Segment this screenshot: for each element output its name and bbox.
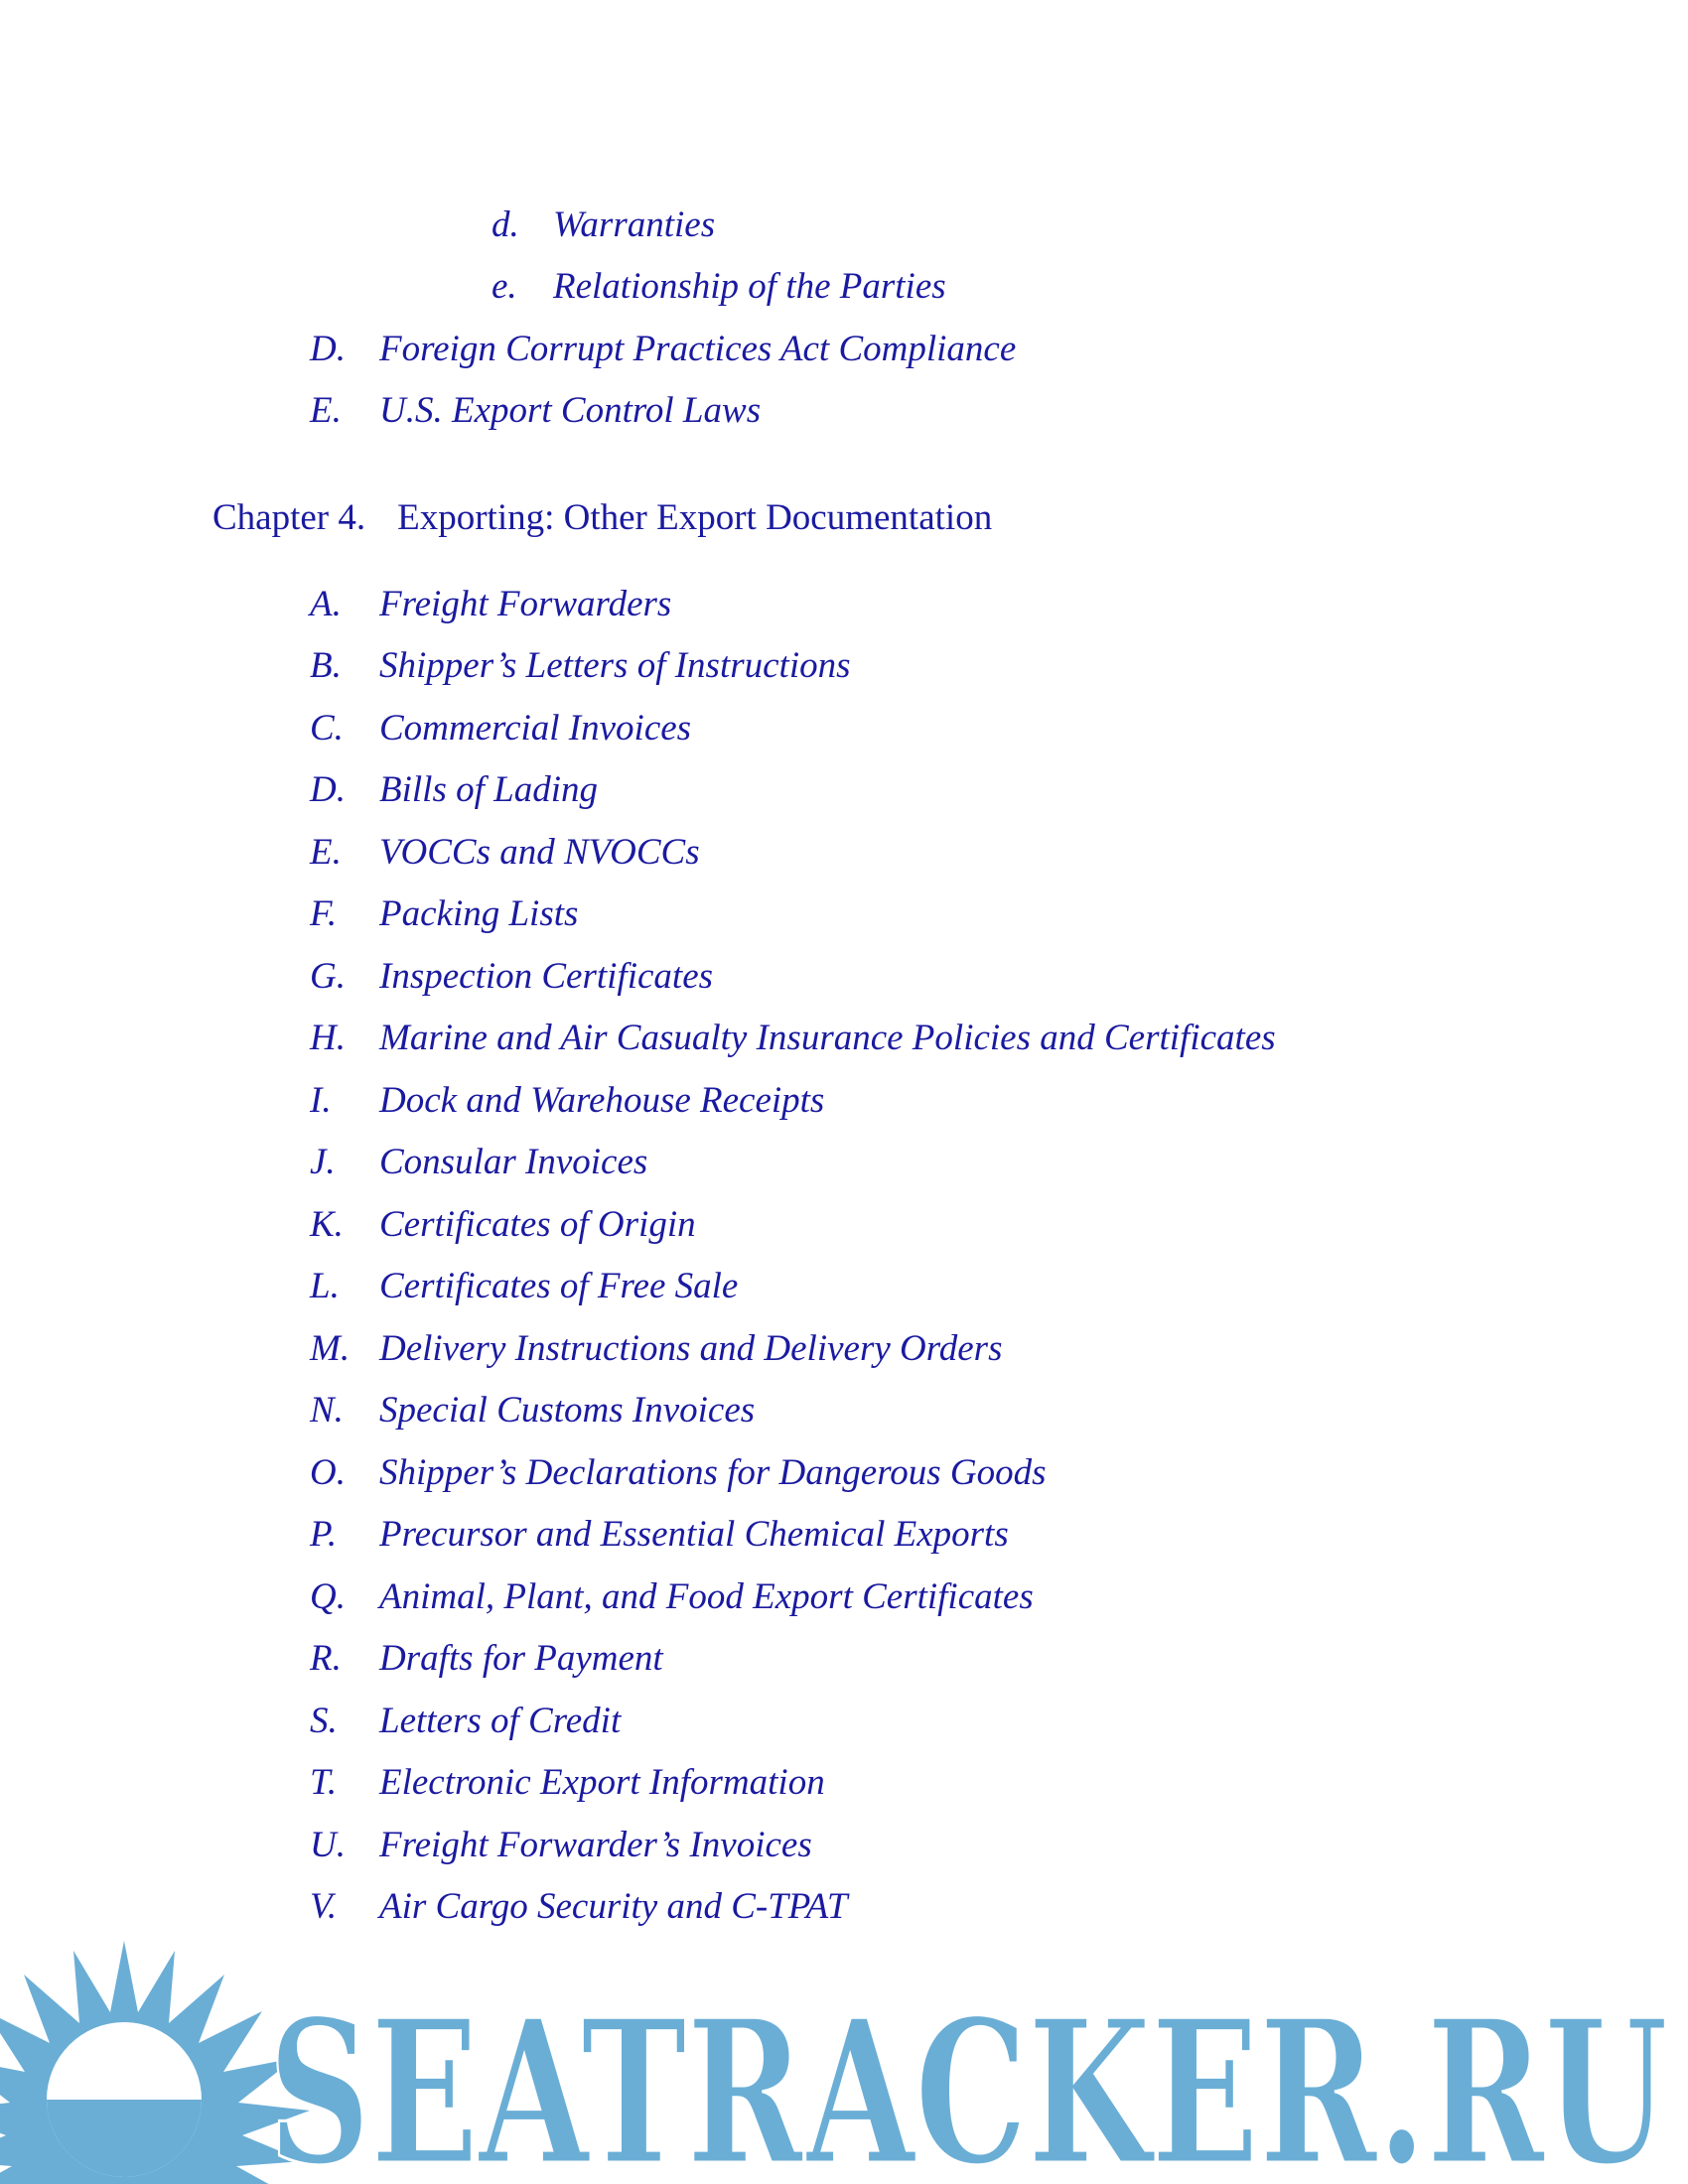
watermark-logo [0, 1936, 1688, 2184]
toc-section-title: Consular Invoices [379, 1142, 648, 1182]
toc-item-warranties[interactable] [492, 206, 715, 243]
chapter-number: Chapter 4. [212, 497, 366, 538]
toc-section-title: Certificates of Free Sale [379, 1266, 739, 1306]
toc-section-label: V. [310, 1886, 338, 1927]
toc-section-c[interactable] [310, 710, 691, 747]
toc-item-label: d. [492, 205, 519, 245]
toc-section-title: Marine and Air Casualty Insurance Policies and Certificates [379, 1018, 1276, 1058]
toc-section-title: Drafts for Payment [379, 1638, 663, 1679]
toc-section-f[interactable] [310, 895, 578, 932]
toc-section-title: U.S. Export Control Laws [379, 390, 762, 431]
toc-section-label: S. [310, 1701, 338, 1741]
toc-section-d[interactable] [310, 771, 598, 808]
toc-section-label: B. [310, 645, 342, 686]
toc-section-label: A. [310, 584, 342, 624]
toc-item-title: Relationship of the Parties [553, 266, 946, 307]
toc-section-k[interactable] [310, 1206, 696, 1243]
toc-section-q[interactable] [310, 1578, 1034, 1615]
toc-section-label: C. [310, 708, 344, 749]
toc-section-fcpa[interactable] [310, 331, 1016, 367]
toc-section-g[interactable] [310, 958, 713, 995]
toc-section-l[interactable] [310, 1268, 738, 1304]
toc-section-title: Letters of Credit [379, 1701, 622, 1741]
toc-section-title: Packing Lists [379, 893, 579, 934]
toc-section-o[interactable] [310, 1454, 1047, 1491]
toc-section-m[interactable] [310, 1330, 1002, 1367]
toc-section-label: L. [310, 1266, 340, 1306]
chapter-heading [212, 499, 992, 536]
toc-section-title: Freight Forwarders [379, 584, 672, 624]
toc-section-title: Shipper’s Letters of Instructions [379, 645, 851, 686]
toc-section-j[interactable] [310, 1144, 647, 1180]
toc-section-title: Electronic Export Information [379, 1762, 825, 1803]
toc-section-u[interactable] [310, 1827, 812, 1863]
toc-section-title: Foreign Corrupt Practices Act Compliance [379, 329, 1017, 369]
toc-section-title: Animal, Plant, and Food Export Certificates [379, 1576, 1034, 1617]
toc-section-label: P. [310, 1514, 338, 1555]
toc-section-title: Shipper’s Declarations for Dangerous Goods [379, 1452, 1047, 1493]
toc-section-i[interactable] [310, 1082, 824, 1119]
toc-section-title: Special Customs Invoices [379, 1390, 756, 1431]
toc-section-label: H. [310, 1018, 346, 1058]
toc-section-p[interactable] [310, 1516, 1009, 1553]
toc-section-a[interactable] [310, 586, 671, 622]
toc-section-label: G. [310, 956, 346, 997]
toc-section-label: D. [310, 329, 346, 369]
watermark-text: SEATRACKER.RU [268, 1977, 1668, 2184]
toc-section-label: F. [310, 893, 338, 934]
toc-item-relationship[interactable] [492, 268, 946, 305]
toc-section-s[interactable] [310, 1703, 621, 1739]
toc-section-label: Q. [310, 1576, 346, 1617]
toc-section-title: Bills of Lading [379, 769, 598, 810]
toc-section-n[interactable] [310, 1392, 755, 1429]
toc-section-label: M. [310, 1328, 351, 1369]
toc-section-label: J. [310, 1142, 336, 1182]
toc-section-label: I. [310, 1080, 332, 1121]
toc-section-title: Dock and Warehouse Receipts [379, 1080, 825, 1121]
toc-section-label: O. [310, 1452, 346, 1493]
toc-section-title: Delivery Instructions and Delivery Orders [379, 1328, 1003, 1369]
toc-section-t[interactable] [310, 1764, 825, 1801]
toc-section-v[interactable] [310, 1888, 847, 1925]
toc-section-e[interactable] [310, 834, 700, 871]
toc-section-title: Air Cargo Security and C-TPAT [379, 1886, 848, 1927]
toc-section-title: Certificates of Origin [379, 1204, 696, 1245]
sun-burst-icon [0, 1941, 310, 2184]
toc-section-label: D. [310, 769, 346, 810]
toc-section-label: T. [310, 1762, 338, 1803]
toc-section-title: Precursor and Essential Chemical Exports [379, 1514, 1009, 1555]
toc-section-b[interactable] [310, 647, 851, 684]
toc-section-label: N. [310, 1390, 344, 1431]
toc-section-title: Freight Forwarder’s Invoices [379, 1825, 812, 1865]
toc-section-title: Inspection Certificates [379, 956, 714, 997]
toc-section-title: VOCCs and NVOCCs [379, 832, 700, 873]
toc-section-title: Commercial Invoices [379, 708, 692, 749]
toc-section-label: R. [310, 1638, 342, 1679]
toc-section-label: K. [310, 1204, 344, 1245]
toc-section-r[interactable] [310, 1640, 663, 1677]
chapter-title: Exporting: Other Export Documentation [397, 497, 993, 538]
toc-item-title: Warranties [553, 205, 716, 245]
toc-section-label: U. [310, 1825, 346, 1865]
toc-section-h[interactable] [310, 1020, 1276, 1056]
toc-section-label: E. [310, 832, 342, 873]
toc-section-export-control[interactable] [310, 392, 761, 429]
toc-section-label: E. [310, 390, 342, 431]
toc-item-label: e. [492, 266, 517, 307]
